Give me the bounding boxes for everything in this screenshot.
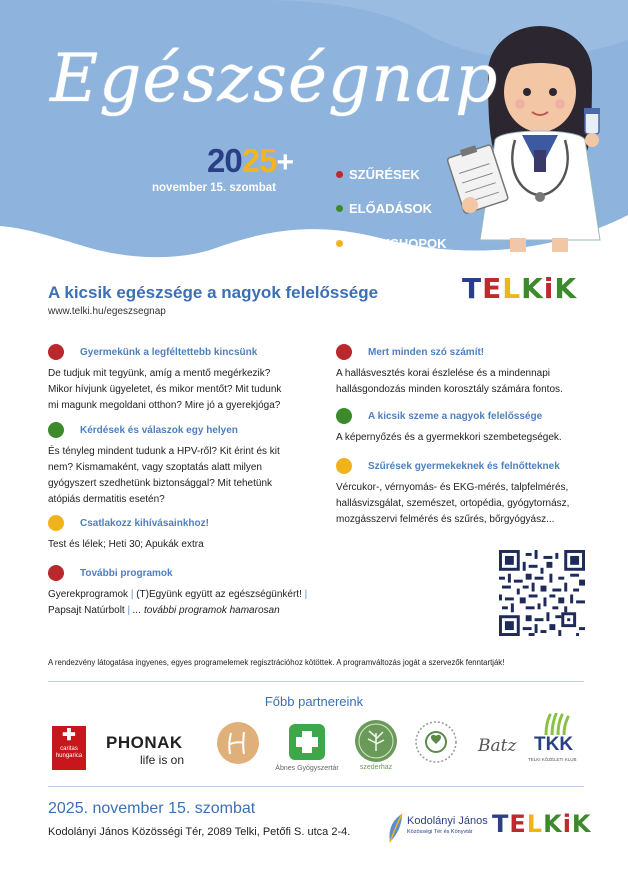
section-body-kihivasok: [48, 537, 204, 553]
tkk-logo: TKK: [534, 734, 574, 755]
telki-letter: L: [526, 810, 544, 838]
section-body-hallas: [336, 366, 563, 398]
section-bullet-icon: [48, 565, 64, 581]
divider: [48, 681, 584, 682]
program-item: ... további programok hamarosan: [132, 605, 280, 616]
category-lectures: [336, 201, 432, 216]
szederhaz-name: szederhaz: [359, 764, 393, 771]
phonak-tagline: life is on: [140, 753, 185, 767]
text-line: És tényleg mindent tudunk a HPV-ről? Kit érint és kit: [48, 446, 280, 457]
bullet-icon: [336, 240, 343, 247]
year-main: 20: [207, 142, 242, 179]
tkk-subtitle: TELKI KÖZÉLETI KLUB: [528, 757, 577, 762]
section-title-kihivasok: Csatlakozz kihívásainkhoz!: [80, 518, 209, 529]
text-line: mozgásszervi felmérés és szűrés, bőrgyógyász...: [336, 514, 555, 525]
section-title-szem: A kicsik szeme a nagyok felelőssége: [368, 411, 543, 422]
event-date-subtitle: november 15. szombat: [152, 182, 276, 194]
telki-letter: T: [462, 272, 483, 305]
kodolanyi-title: Kodolányi János: [407, 815, 488, 827]
separator: |: [127, 605, 131, 616]
section-title-tovabbi: További programok: [80, 568, 173, 579]
section-body-kincs: [48, 366, 281, 414]
text-line: gyógyszert szedhetünk biztonsággal? Mit tehetünk: [48, 478, 273, 489]
section-bullet-icon: [336, 344, 352, 360]
text-line: hallásvizsgálat, szemészet, ortopédia, gyógytornász,: [336, 498, 570, 509]
category-label: WORKSHOPOK: [349, 236, 447, 251]
text-line: Mikor hívjunk ügyeletet, és mikor mentőt? Mit tudunk: [48, 384, 282, 395]
section-bullet-icon: [48, 344, 64, 360]
section-title-szuresek: Szűrések gyermekeknek és felnőtteknek: [368, 461, 560, 472]
telki-footer-logo: [492, 810, 592, 838]
telki-letter: E: [509, 810, 527, 838]
event-year: [207, 142, 293, 180]
text-line: nem? Kismamaként, vagy szoptatás alatt milyen: [48, 462, 262, 473]
footer-address: Kodolányi János Közösségi Tér, 2089 Telki, Petőfi S. utca 2-4.: [48, 826, 351, 838]
section-bullet-icon: [48, 515, 64, 531]
section-body-kerdesek: [48, 444, 280, 508]
text-line: hallásgondozás minden korosztály számára fontos.: [336, 384, 563, 395]
bullet-icon: [336, 205, 343, 212]
bullet-icon: [336, 171, 343, 178]
text-line: Test és lélek; Heti 30; Apukák extra: [48, 539, 204, 550]
text-line: [48, 587, 307, 603]
text-line: A képernyőzés és a gyermekkori szembetegségek.: [336, 432, 562, 443]
logo-text: hungarica: [55, 753, 83, 759]
telki-letter: K: [571, 810, 592, 838]
year-highlight: 25: [241, 142, 277, 179]
program-item: Papsajt Natúrbolt: [48, 605, 125, 616]
telki-letter: K: [521, 272, 544, 305]
section-title-kerdesek: Kérdések és válaszok egy helyen: [80, 425, 238, 436]
h-monogram-logo: [216, 721, 260, 765]
kodolanyi-subtitle: Közösségi Tér és Könyvtár: [407, 829, 473, 835]
telki-letter: L: [502, 272, 522, 305]
section-title-hallas: Mert minden szó számít!: [368, 347, 485, 358]
pharmacy-name: Ábnes Gyógyszertár: [275, 765, 339, 772]
category-label: SZŰRÉSEK: [349, 167, 420, 182]
slogan: A kicsik egészsége a nagyok felelőssége: [48, 283, 379, 302]
program-item: Gyerekprogramok: [48, 589, 129, 600]
text-line: Vércukor-, vérnyomás- és EKG-mérés, talpfelmérés,: [336, 482, 569, 493]
notice-text: A rendezvény látogatása ingyenes, egyes programelemek regisztrációhoz kötöttek. A programváltozás jogát a szervezők fenntartják!: [48, 658, 505, 667]
section-bullet-icon: [336, 458, 352, 474]
kodolanyi-feather-icon: [384, 812, 406, 844]
year-plus: +: [276, 146, 293, 179]
telki-logo: [462, 272, 577, 305]
batz-logo: Batz: [478, 736, 517, 756]
phonak-logo: PHONAK: [106, 733, 183, 752]
telki-letter: K: [543, 810, 563, 838]
partners-heading: Főbb partnereink: [264, 694, 364, 709]
section-bullet-icon: [336, 408, 352, 424]
text-line: De tudjuk mit tegyünk, amíg a mentő megérkezik?: [48, 368, 271, 379]
caritas-logo: ✚ caritas hungarica: [52, 726, 86, 770]
telki-letter: K: [554, 272, 578, 305]
telki-letter: i: [543, 272, 555, 305]
category-screening: [336, 167, 420, 182]
telki-letter: i: [562, 810, 572, 838]
event-url[interactable]: www.telki.hu/egeszsegnap: [48, 306, 166, 317]
category-workshops: [336, 236, 447, 251]
egeszseg-egylet-logo: [414, 720, 458, 764]
tkk-hands-icon: [538, 713, 578, 735]
logo-text: caritas: [60, 746, 78, 752]
telki-letter: T: [492, 810, 510, 838]
szederhaz-logo: [354, 719, 398, 763]
separator: |: [130, 589, 134, 600]
section-body-szuresek: [336, 480, 569, 528]
qr-code[interactable]: [499, 550, 585, 636]
text-line: A hallásvesztés korai észlelése és a mindennapi: [336, 368, 551, 379]
divider: [48, 786, 584, 787]
separator: |: [304, 589, 308, 600]
section-bullet-icon: [48, 422, 64, 438]
footer-date: 2025. november 15. szombat: [48, 800, 256, 817]
text-line: mi magunk megoldani otthon? Mire jó a gyerekjóga?: [48, 400, 281, 411]
section-body-tovabbi: [48, 587, 307, 619]
text-line: atópiás dermatitis esetén?: [48, 494, 165, 505]
pharmacy-cross-icon: [289, 724, 325, 760]
text-line: [48, 603, 307, 619]
program-item: (T)Együnk együtt az egészségünkért!: [136, 589, 302, 600]
telki-letter: E: [482, 272, 503, 305]
category-label: ELŐADÁSOK: [349, 201, 433, 216]
event-title: Egészségnap: [50, 40, 499, 117]
section-title-kincs: Gyermekünk a legféltettebb kincsünk: [80, 347, 258, 358]
section-body-szem: [336, 430, 562, 446]
